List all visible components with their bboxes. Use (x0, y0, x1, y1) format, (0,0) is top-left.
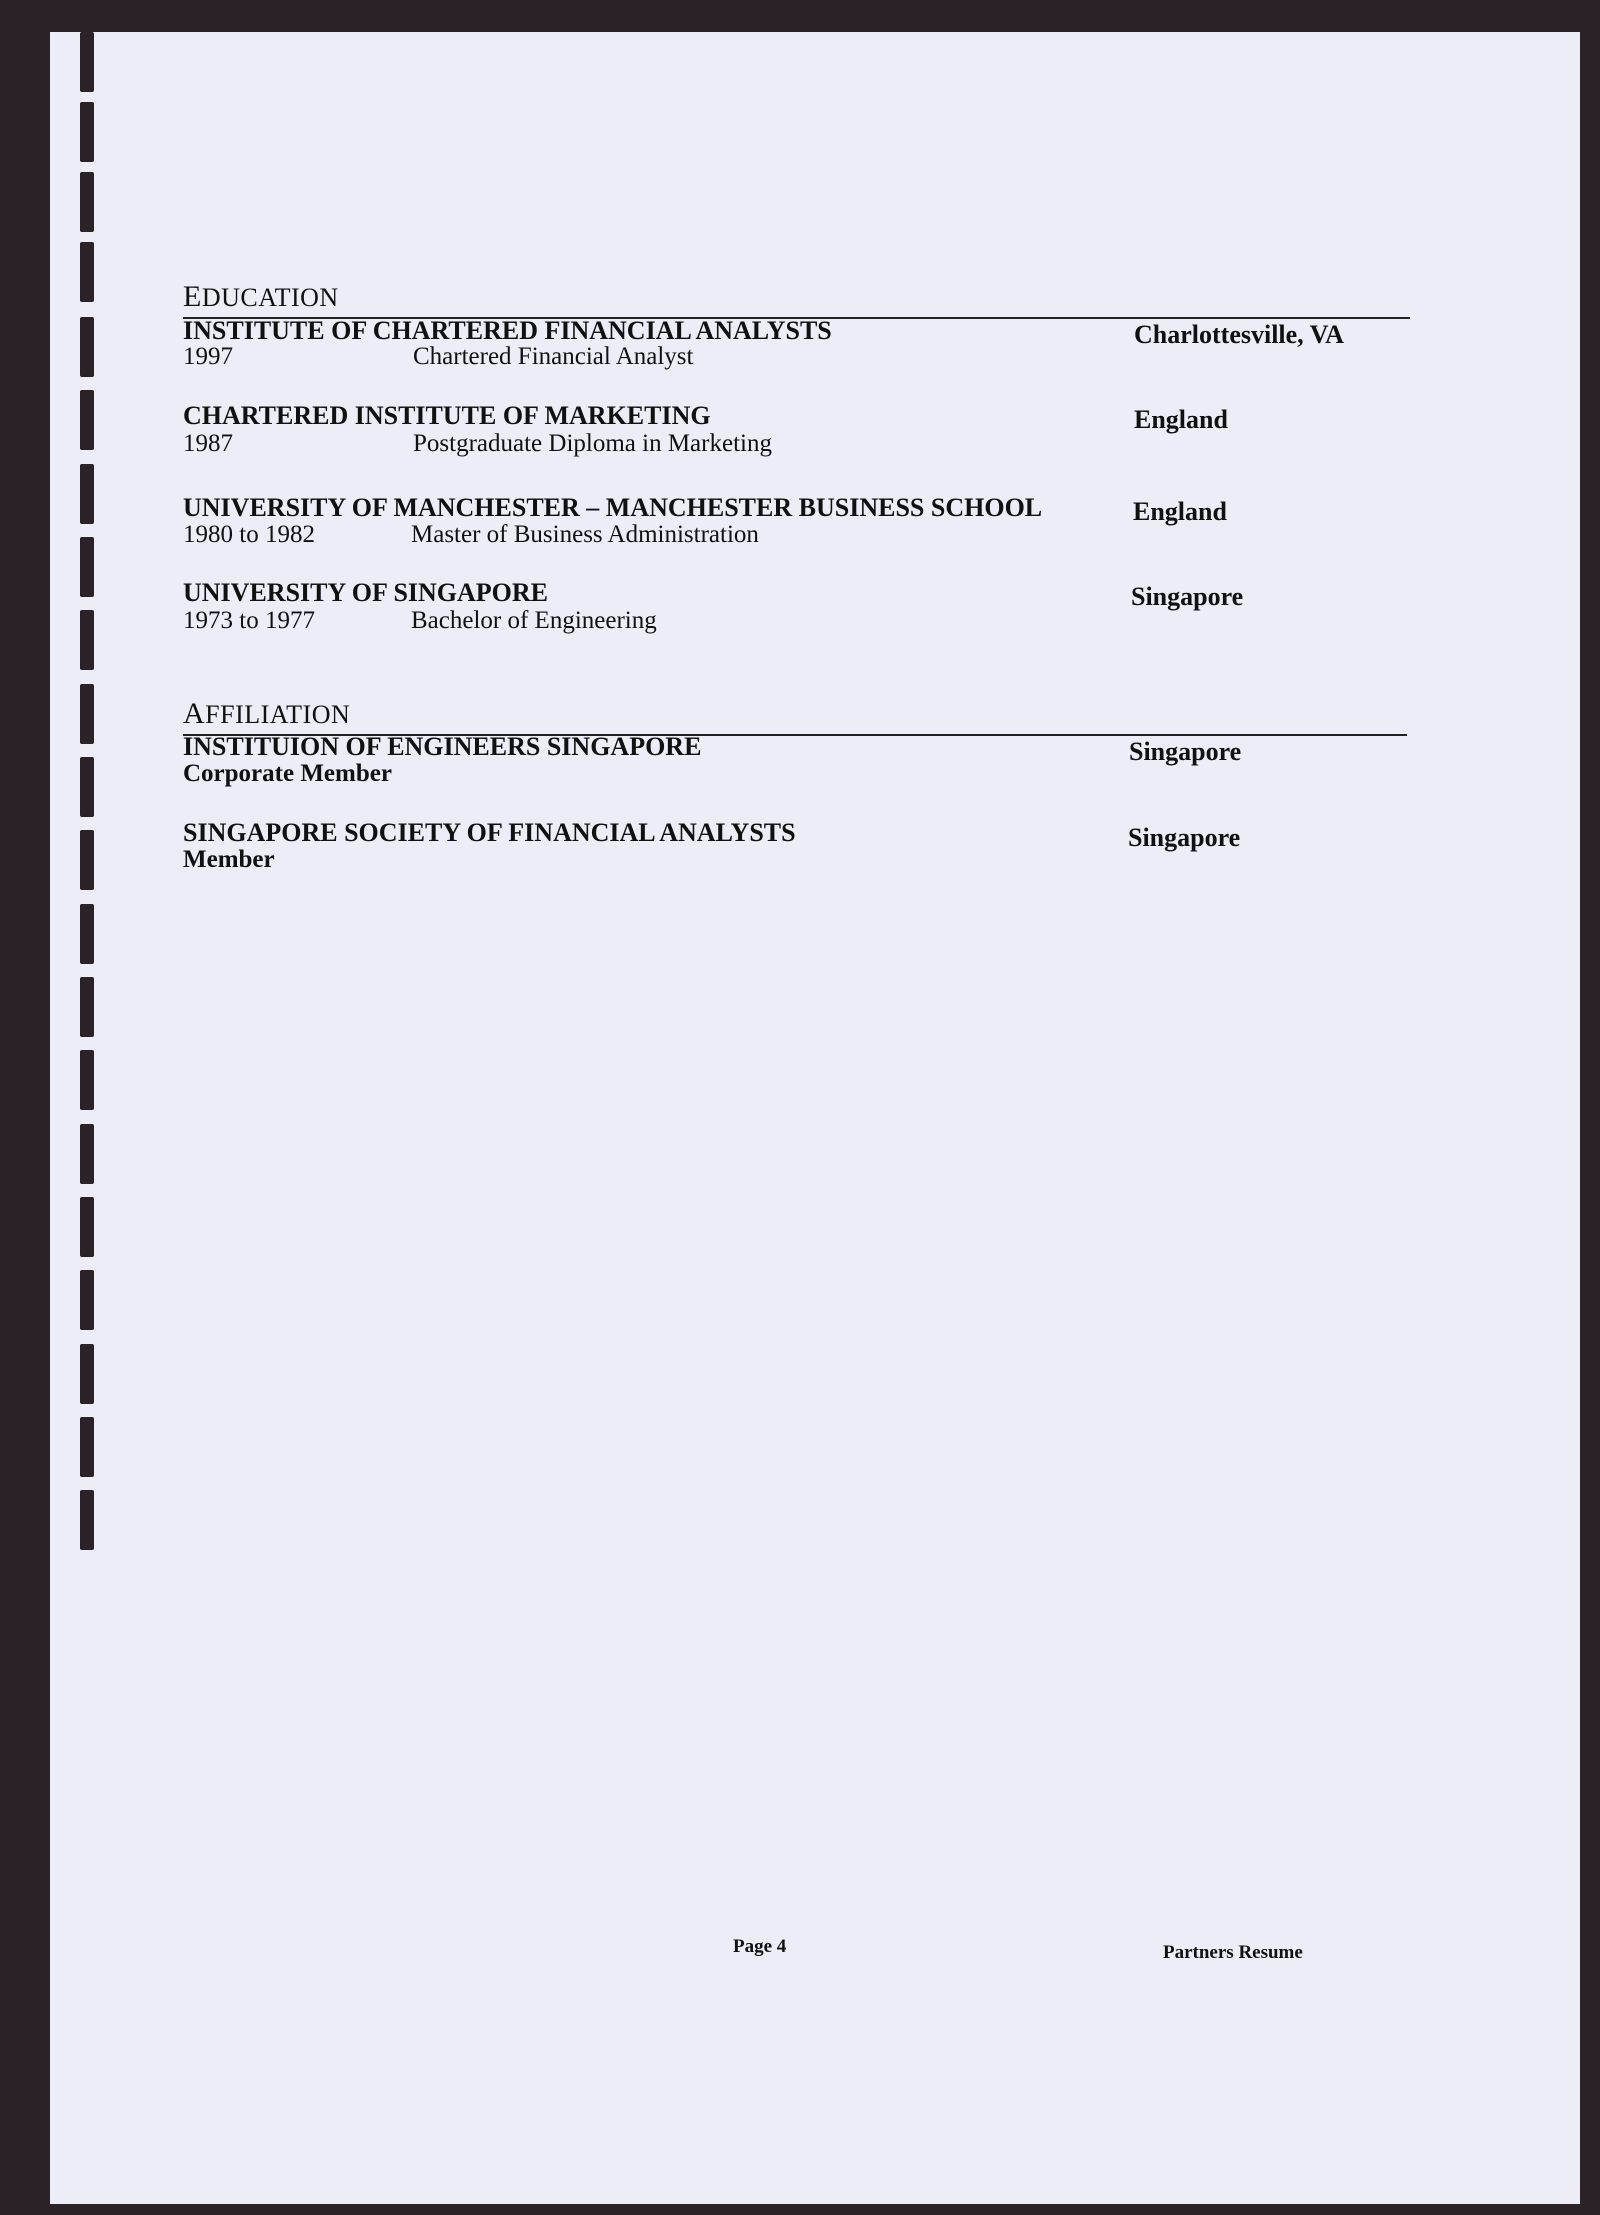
education-years: 1997 (183, 343, 233, 370)
education-years: 1987 (183, 430, 233, 457)
affiliation-role: Corporate Member (183, 760, 392, 787)
binder-hole (80, 684, 94, 744)
page-number: Page 4 (733, 1936, 787, 1957)
binder-hole (80, 757, 94, 817)
education-years: 1980 to 1982 (183, 521, 315, 548)
binder-hole (80, 1344, 94, 1404)
binder-hole (80, 1270, 94, 1330)
binder-hole (80, 1197, 94, 1257)
education-location: England (1133, 497, 1227, 526)
binder-hole (80, 1124, 94, 1184)
binder-hole (80, 102, 94, 162)
education-degree: Master of Business Administration (411, 521, 759, 548)
binder-hole (80, 904, 94, 964)
binder-hole (80, 390, 94, 450)
affiliation-role: Member (183, 846, 275, 873)
education-location: England (1134, 405, 1228, 434)
education-degree: Chartered Financial Analyst (413, 343, 694, 370)
binder-hole (80, 1050, 94, 1110)
education-heading: EDUCATION (183, 280, 339, 313)
affiliation-location: Singapore (1129, 737, 1242, 766)
affiliation-location: Singapore (1128, 823, 1241, 852)
education-location: Singapore (1131, 582, 1244, 611)
binder-hole (80, 830, 94, 890)
education-degree: Postgraduate Diploma in Marketing (413, 430, 772, 457)
binder-hole (80, 32, 94, 92)
binder-hole (80, 317, 94, 377)
document-page (50, 32, 1580, 2204)
education-institution: UNIVERSITY OF MANCHESTER – MANCHESTER BUSINESS SCHOOL (183, 493, 1043, 522)
affiliation-organization: SINGAPORE SOCIETY OF FINANCIAL ANALYSTS (183, 818, 796, 847)
document-title: Partners Resume (1163, 1942, 1303, 1963)
education-location: Charlottesville, VA (1134, 320, 1344, 349)
education-degree: Bachelor of Engineering (411, 607, 657, 634)
binder-hole (80, 977, 94, 1037)
binder-hole (80, 1417, 94, 1477)
affiliation-heading: AFFILIATION (183, 697, 351, 730)
binder-hole (80, 610, 94, 670)
education-institution: UNIVERSITY OF SINGAPORE (183, 578, 549, 607)
education-institution: CHARTERED INSTITUTE OF MARKETING (183, 401, 711, 430)
education-institution: INSTITUTE OF CHARTERED FINANCIAL ANALYSTS (183, 316, 832, 345)
binder-hole (80, 172, 94, 232)
binder-hole (80, 537, 94, 597)
binder-hole (80, 464, 94, 524)
binder-hole (80, 242, 94, 302)
affiliation-organization: INSTITUION OF ENGINEERS SINGAPORE (183, 732, 702, 761)
education-years: 1973 to 1977 (183, 607, 315, 634)
binder-hole (80, 1490, 94, 1550)
